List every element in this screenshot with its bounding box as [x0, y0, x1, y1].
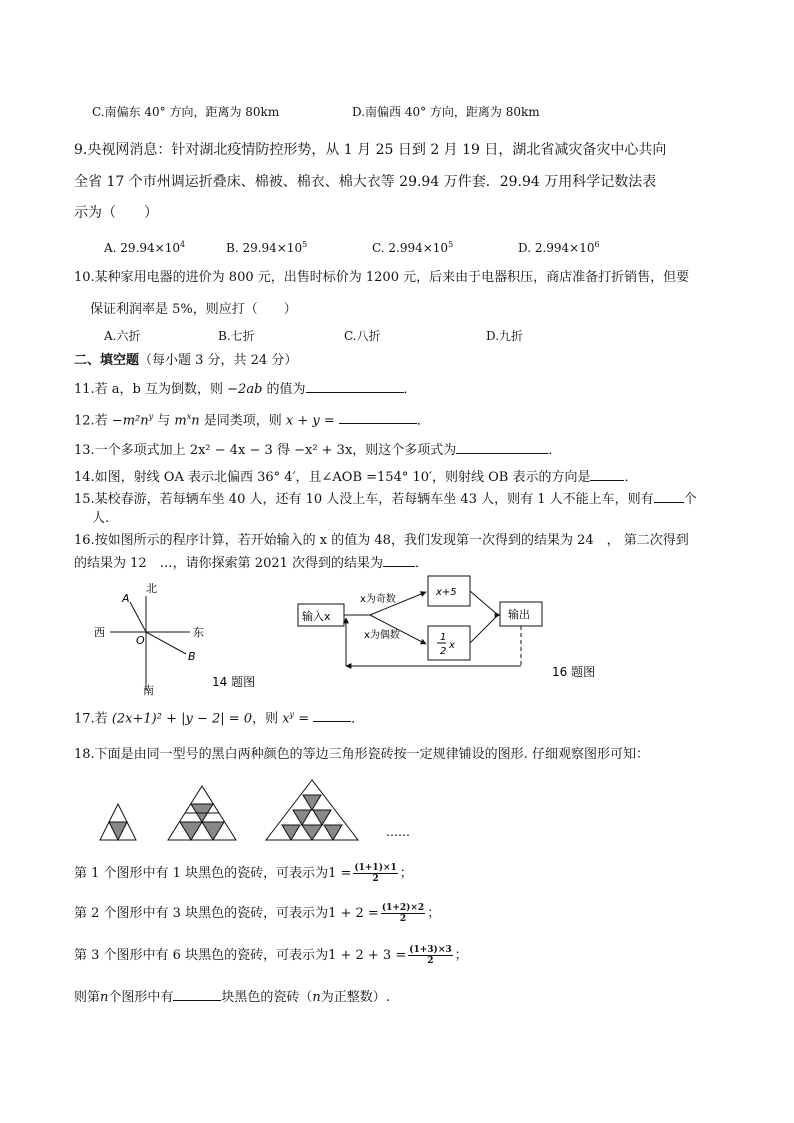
input-label: 输入x [302, 610, 331, 623]
q8-option-c: C.南偏东 40° 方向，距离为 80km [92, 105, 280, 119]
q10-line1: 10.某种家用电器的进价为 800 元，出售时标价为 1200 元，后来由于电器积压，商店准备打折销售，但要 [74, 270, 690, 285]
label-b: B [188, 650, 196, 663]
section-title: 二、填空题（每小题 3 分，共 24 分） [74, 353, 298, 368]
odd-label: x为奇数 [360, 594, 396, 605]
q9-line2: 全省 17 个市州调运折叠床、棉被、棉衣、棉大衣等 29.94 万件套．29.94 万用科学记数法表 [74, 174, 657, 190]
q13: 13.一个多项式加上 2x² − 4x − 3 得 −x² + 3x，则这个多项式为 ． [74, 440, 561, 460]
label-a: A [122, 592, 130, 605]
q16-line1: 16.按如图所示的程序计算，若开始输入的 x 的值为 48，我们发现第一次得到的结果为 24 ， 第二次得到 [74, 533, 689, 548]
q18-final: 则第n个图形中有 块黑色的瓷砖（n为正整数）. [74, 987, 390, 1007]
q10-option-b: B.七折 [218, 329, 255, 343]
label-east: 东 [193, 626, 204, 639]
q8-option-d: D.南偏西 40° 方向，距离为 80km [352, 105, 540, 119]
q18-row-1: 第 1 个图形中有 1 块黑色的瓷砖，可表示为1 = $\frac{(1+1)\times 1}{2}$ ； [74, 863, 413, 884]
figure-14-compass [90, 578, 280, 696]
triangle-figure-2 [168, 786, 236, 840]
triangle-figure-1 [100, 804, 136, 840]
q17-answer-blank[interactable] [313, 708, 351, 722]
q9-option-c: C. $2.994\times 10^5$ [372, 240, 454, 255]
ellipsis: …… [386, 825, 410, 839]
q15-line2: 人. [92, 511, 110, 526]
q15-line1: 15.某校春游，若每辆车坐 40 人，还有 10 人没上车，若每辆车坐 43 人，则有 1 人不能上车，则有 个 [74, 489, 697, 509]
q14-answer-blank[interactable] [590, 467, 624, 481]
q18-row-2: 第 2 个图形中有 3 块黑色的瓷砖，可表示为1 + 2 = $\frac{(1+2)\times 2}{2}$ ； [74, 903, 441, 924]
label-o: O [136, 634, 145, 647]
q18-answer-blank[interactable] [173, 987, 221, 1001]
even-label: x为偶数 [364, 630, 400, 641]
op-add5-label: x+5 [436, 587, 457, 598]
q12-answer-blank[interactable] [339, 410, 417, 424]
op-half-var: x [449, 640, 455, 651]
label-north: 北 [146, 582, 157, 595]
label-west: 西 [94, 626, 105, 639]
q16-line2: 的结果为 12 …，请你探索第 2021 次得到的结果为 ． [74, 553, 428, 573]
q9-line1: 9.央视网消息：针对湖北疫情防控形势，从 1 月 25 日到 2 月 19 日，湖北省减灾备灾中心共向 [74, 142, 667, 158]
q9-option-d: D. $2.994\times 10^6$ [518, 240, 600, 255]
q18-triangle-figures [96, 776, 436, 846]
q9-line3: 示为（ ） [74, 205, 158, 221]
q10-option-a: A.六折 [104, 329, 141, 343]
op-half-den: 2 [440, 646, 447, 657]
op-half-num: 1 [440, 632, 447, 643]
label-south: 南 [143, 684, 154, 696]
q11-answer-blank[interactable] [306, 379, 404, 393]
figure-16-caption: 16 题图 [552, 665, 596, 679]
q12: 12.若 $-m^2n^y$ 与 $m^xn$ 是同类项，则 x + y = ． [74, 412, 430, 429]
q18-intro: 18.下面是由同一型号的黑白两种颜色的等边三角形瓷砖按一定规律铺设的图形. 仔细观察图形可知： [74, 747, 649, 762]
q14: 14.如图，射线 OA 表示北偏西 36° 4′，且∠AOB =154° 10′，则射线 OB 表示的方向是 ． [74, 467, 637, 487]
q9-option-b: B. $29.94\times 10^5$ [226, 240, 308, 255]
q15-answer-blank[interactable] [654, 489, 684, 503]
q18-row-3: 第 3 个图形中有 6 块黑色的瓷砖，可表示为1 + 2 + 3 = $\frac{(1+3)\times 3}{2}$ ； [74, 945, 468, 966]
q11: 11.若 a，b 互为倒数，则 −2ab 的值为 ． [74, 379, 417, 399]
q13-answer-blank[interactable] [456, 440, 548, 454]
q10-option-c: C.八折 [344, 329, 381, 343]
q10-line2: 保证利润率是 5%，则应打（ ） [90, 302, 297, 317]
q9-option-a: A. $29.94\times 10^4$ [104, 240, 186, 255]
q17: 17.若 (2x+1)² + |y − 2| = 0，则 $x^y$ = ． [74, 710, 365, 727]
q10-option-d: D.九折 [486, 329, 524, 343]
figure-14-caption: 14 题图 [212, 675, 256, 689]
triangle-figure-3 [266, 780, 358, 840]
output-label: 输出 [508, 608, 530, 621]
q16-answer-blank[interactable] [383, 553, 415, 567]
figure-16-flowchart [290, 570, 610, 682]
